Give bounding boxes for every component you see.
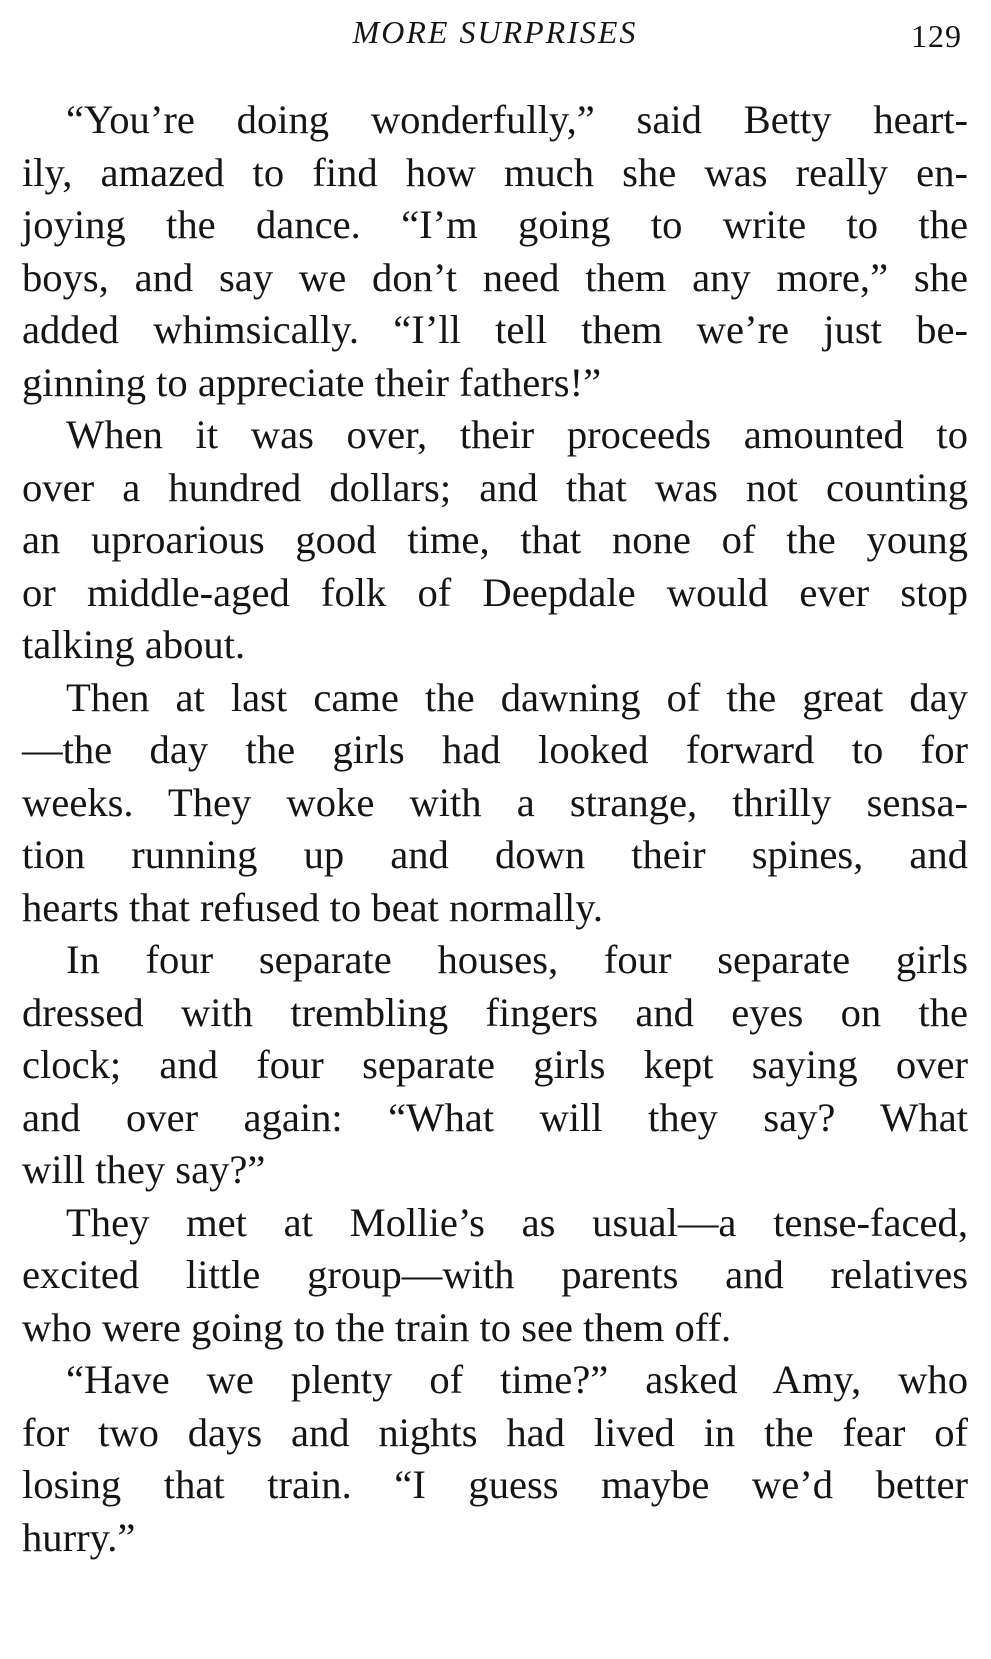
paragraph: [22, 672, 968, 935]
text-line: will they say?”: [22, 1147, 266, 1192]
paragraph: [22, 934, 968, 1197]
page-number: 129: [911, 18, 962, 54]
text-line: ginning to appreciate their fathers!”: [22, 359, 602, 405]
text-line: hearts that refused to beat normally.: [22, 884, 604, 930]
text-line: clock; and four separate girls kept saying over: [22, 1042, 968, 1087]
text-line: talking about.: [22, 622, 246, 667]
running-head: MORE SURPRISES: [352, 14, 638, 50]
text-line: and over again: “What will they say? What: [22, 1094, 968, 1140]
text-line: When it was over, their proceeds amounted to: [66, 412, 968, 457]
text-line: Then at last came the dawning of the great day: [66, 674, 968, 720]
text-line: losing that train. “I guess maybe we’d better: [22, 1462, 968, 1507]
text-line: tion running up and down their spines, and: [22, 832, 968, 877]
text-line: In four separate houses, four separate girls: [66, 937, 968, 982]
paragraph: [22, 94, 968, 409]
text-line: hurry.”: [22, 1514, 136, 1560]
text-line: weeks. They woke with a strange, thrilly sensa-: [22, 779, 968, 825]
book-page: [22, 0, 968, 1560]
text-line: “Have we plenty of time?” asked Amy, who: [66, 1357, 968, 1402]
paragraph: [22, 1197, 968, 1355]
text-line: —the day the girls had looked forward to for: [22, 727, 968, 772]
text-line: ily, amazed to find how much she was really en-: [22, 149, 968, 195]
paragraph: [22, 409, 968, 672]
text-line: excited little group—with parents and relatives: [22, 1252, 968, 1297]
text-line: dressed with trembling fingers and eyes on the: [22, 989, 968, 1035]
text-line: They met at Mollie’s as usual—a tense-faced,: [66, 1199, 968, 1245]
text-line: who were going to the train to see them off.: [22, 1304, 732, 1350]
text-line: joying the dance. “I’m going to write to the: [22, 202, 968, 247]
text-line: “You’re doing wonderfully,” said Betty heart-: [66, 97, 968, 142]
page-header: [22, 0, 968, 70]
text-line: for two days and nights had lived in the fear of: [22, 1409, 968, 1455]
body-text: [22, 94, 968, 1564]
paragraph: [22, 1354, 968, 1564]
text-line: an uproarious good time, that none of the young: [22, 517, 968, 562]
text-line: or middle-aged folk of Deepdale would ever stop: [22, 569, 968, 615]
text-line: boys, and say we don’t need them any more,” she: [22, 254, 968, 300]
text-line: added whimsically. “I’ll tell them we’re just be-: [22, 307, 968, 352]
text-line: over a hundred dollars; and that was not counting: [22, 464, 968, 510]
